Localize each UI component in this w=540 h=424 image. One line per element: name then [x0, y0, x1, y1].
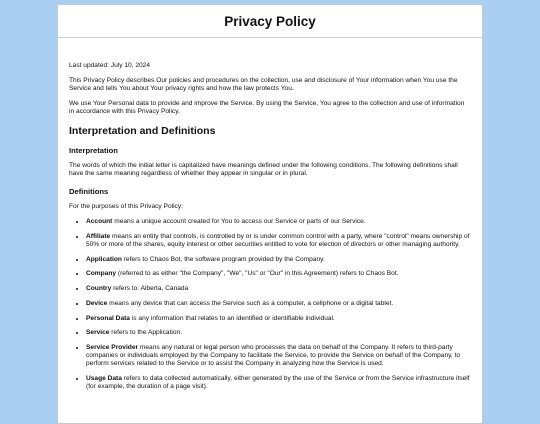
interpretation-text: The words of which the initial letter is capitalized have meanings defined under the following conditions. The following definitions shall have the same meaning regardless of whether they appear in singular or in plural.: [69, 162, 458, 178]
definition-term: Usage Data: [86, 375, 122, 383]
definition-text: means a unique account created for You to access our Service or parts of our Service.: [112, 218, 366, 226]
interpretation-heading: Interpretation: [69, 146, 118, 156]
definition-text: refers to: Alberta, Canada: [111, 285, 189, 293]
policy-content: [58, 38, 482, 391]
definition-text: is any information that relates to an identified or identifiable individual.: [129, 314, 335, 322]
definition-item: [86, 300, 471, 308]
definition-term: Application: [86, 255, 122, 263]
definition-item: [86, 375, 471, 391]
definition-term: Affiliate: [86, 232, 111, 240]
definitions-heading: Definitions: [69, 187, 109, 197]
definition-item: [86, 329, 471, 337]
definition-text: (referred to as either "the Company", "We", "Us" or "Our" in this Agreement) refers to Chaos Bot.: [116, 270, 399, 278]
definition-item: [86, 285, 471, 293]
last-updated: Last updated: July 10, 2024: [69, 62, 151, 69]
definition-text: means any natural or legal person who processes the data on behalf of the Company. It refers to third-party companies or individuals employed by the Company to facilitate the Service, to provide the Service on behalf of the Company, to perform services related to the Service or to assist the Company in analyzing how the Service is used.: [86, 343, 461, 368]
definition-text: means an entity that controls, is controlled by or is under common control with a party, where "control" means ownership of 50% or more of the shares, equity interest or other securities entitled to vote for election of directors or other managing authority.: [86, 232, 470, 249]
definitions-list: [69, 218, 471, 391]
definitions-intro: For the purposes of this Privacy Policy:: [69, 203, 183, 211]
definition-term: Country: [86, 285, 112, 293]
definition-term: Company: [86, 270, 117, 278]
definition-text: refers to the Application.: [109, 329, 183, 337]
page-title: Privacy Policy: [224, 13, 316, 29]
definition-item: [86, 256, 471, 264]
definition-text: refers to data collected automatically, either generated by the use of the Service or from the Service infrastructure itself (for example, the duration of a page visit).: [86, 375, 470, 391]
definition-term: Account: [86, 218, 113, 226]
definition-item: [86, 270, 471, 278]
definition-item: [86, 233, 471, 249]
definition-term: Device: [86, 299, 108, 307]
definition-term: Personal Data: [86, 314, 130, 322]
definition-text: refers to Chaos Bot, the software program provided by the Company.: [121, 255, 325, 263]
definition-term: Service Provider: [86, 343, 139, 351]
definition-text: means any device that can access the Service such as a computer, a cellphone or a digital tablet.: [107, 299, 394, 307]
definition-item: [86, 315, 471, 323]
definition-term: Service: [86, 329, 110, 337]
intro-paragraph: This Privacy Policy describes Our policies and procedures on the collection, use and disclosure of Your information when You use the Service and tells You about Your privacy rights and how the law protects You.: [69, 76, 458, 92]
page-header: [58, 5, 482, 38]
document-card: [57, 4, 483, 424]
definition-item: [86, 344, 471, 369]
section-heading: Interpretation and Definitions: [69, 125, 216, 138]
intro-paragraph: We use Your Personal data to provide and improve the Service. By using the Service, You agree to the collection and use of information in accordance with this Privacy Policy.: [69, 99, 465, 115]
definition-item: [86, 218, 471, 226]
